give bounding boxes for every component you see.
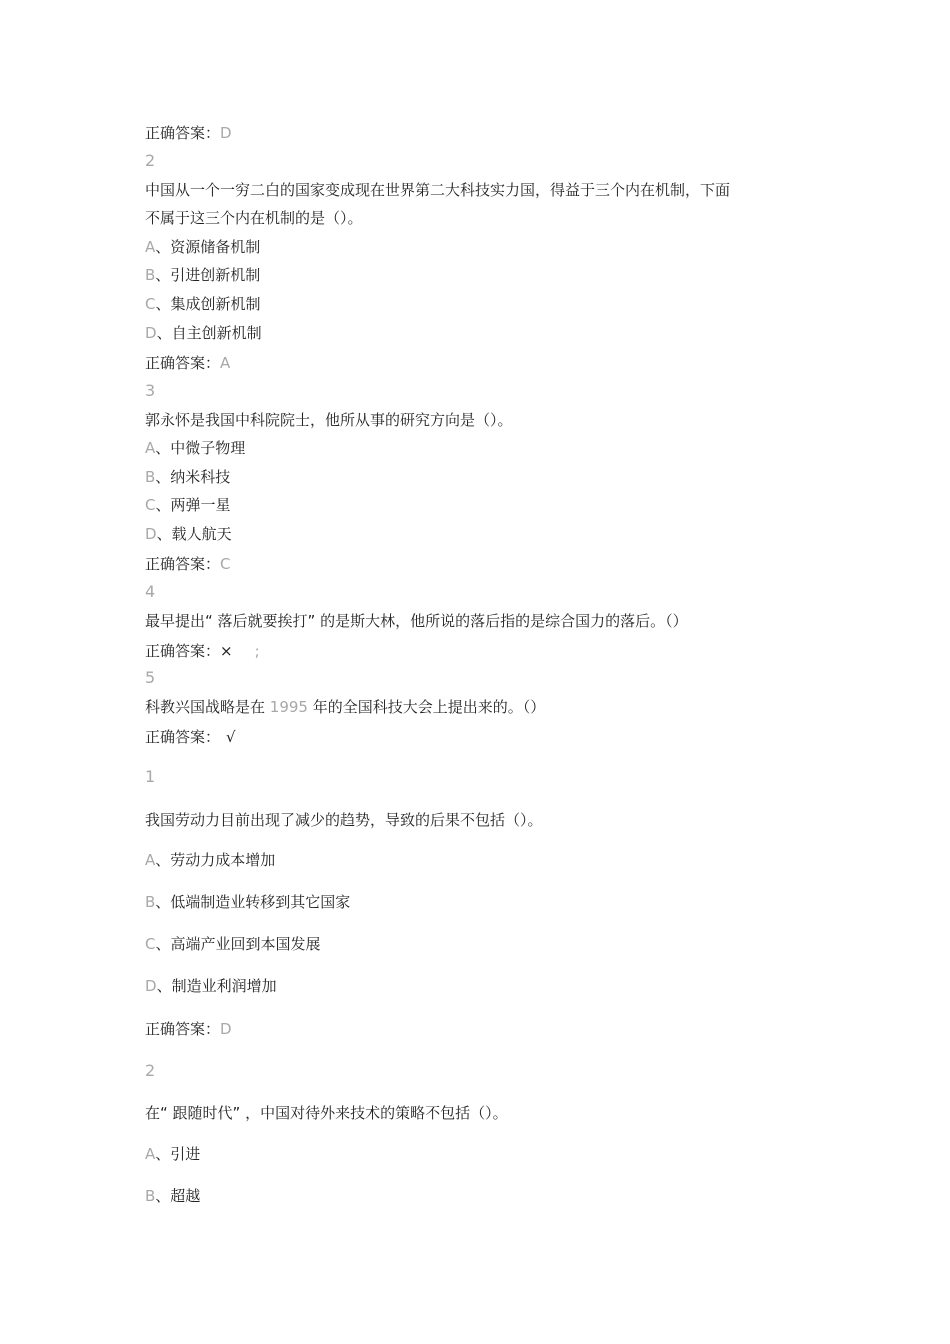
option-b <box>145 265 260 285</box>
option-text: 、自主创新机制 <box>156 324 262 342</box>
question-stem: 我国劳动力目前出现了减少的趋势，导致的后果不包括（）。 <box>145 811 543 829</box>
option-letter: C <box>145 295 156 313</box>
answer-value: × <box>220 642 233 660</box>
option-text: 、集成创新机制 <box>155 295 261 313</box>
option-c <box>145 294 261 314</box>
option-a <box>145 237 260 257</box>
option-letter: C <box>145 935 156 953</box>
option-letter: D <box>145 324 157 342</box>
option-letter: B <box>145 468 156 486</box>
option-text: 、劳动力成本增加 <box>155 851 276 869</box>
option-letter: A <box>145 439 156 457</box>
question-number: 3 <box>145 381 156 400</box>
question-number: 5 <box>145 668 156 687</box>
option-d <box>145 524 232 544</box>
question-number: 2 <box>145 1061 156 1080</box>
answer-line <box>145 554 231 574</box>
question-number: 4 <box>145 582 156 601</box>
option-a <box>145 438 245 458</box>
answer-label: 正确答案： <box>145 642 221 660</box>
option-text: 、超越 <box>155 1187 201 1205</box>
option-c <box>145 495 231 515</box>
answer-line <box>145 353 230 373</box>
option-letter: B <box>145 266 156 284</box>
option-text: 、两弹一星 <box>155 496 231 514</box>
option-b <box>145 1186 200 1206</box>
question-stem: 在“ 跟随时代” ，中国对待外来技术的策略不包括（）。 <box>145 1104 508 1122</box>
option-letter: C <box>145 496 156 514</box>
option-letter: D <box>145 525 157 543</box>
answer-line <box>145 641 260 661</box>
option-text: 、低端制造业转移到其它国家 <box>155 893 351 911</box>
option-letter: A <box>145 851 156 869</box>
answer-label: 正确答案： <box>145 728 221 746</box>
answer-label: 正确答案： <box>145 1020 221 1038</box>
option-b <box>145 892 350 912</box>
option-b <box>145 467 230 487</box>
option-letter: A <box>145 238 156 256</box>
question-stem <box>145 697 545 717</box>
option-letter: A <box>145 1145 156 1163</box>
answer-value: √ <box>226 728 236 746</box>
answer-value: A <box>220 354 231 372</box>
option-text: 、资源储备机制 <box>155 238 261 256</box>
question-stem-line2: 不属于这三个内在机制的是（）。 <box>145 209 363 227</box>
option-d <box>145 976 277 996</box>
answer-value: D <box>220 1020 232 1038</box>
answer-value: D <box>220 124 232 142</box>
answer-line <box>145 123 232 143</box>
question-stem: 郭永怀是我国中科院院士，他所从事的研究方向是（）。 <box>145 411 513 429</box>
answer-label: 正确答案： <box>145 555 221 573</box>
option-text: 、引进创新机制 <box>155 266 261 284</box>
answer-line <box>145 1019 232 1039</box>
question-stem: 最早提出“ 落后就要挨打” 的是斯大林，他所说的落后指的是综合国力的落后。（） <box>145 612 688 630</box>
stem-year: 1995 <box>269 698 308 716</box>
answer-suffix: ; <box>254 642 260 660</box>
answer-value: C <box>220 555 231 573</box>
question-number: 2 <box>145 151 156 170</box>
option-letter: D <box>145 977 157 995</box>
option-d <box>145 323 262 343</box>
option-text: 、中微子物理 <box>155 439 246 457</box>
option-text: 、制造业利润增加 <box>156 977 277 995</box>
option-text: 、载人航天 <box>156 525 232 543</box>
option-letter: B <box>145 893 156 911</box>
option-a <box>145 1144 200 1164</box>
answer-line <box>145 727 236 747</box>
answer-label: 正确答案： <box>145 124 221 142</box>
answer-label: 正确答案： <box>145 354 221 372</box>
option-a <box>145 850 275 870</box>
option-text: 、高端产业回到本国发展 <box>155 935 321 953</box>
question-stem-line1: 中国从一个一穷二白的国家变成现在世界第二大科技实力国，得益于三个内在机制，下面 <box>145 181 731 199</box>
option-letter: B <box>145 1187 156 1205</box>
stem-text: 年的全国科技大会上提出来的。（） <box>307 698 546 716</box>
stem-text: 科教兴国战略是在 <box>145 698 270 716</box>
option-text: 、纳米科技 <box>155 468 231 486</box>
option-text: 、引进 <box>155 1145 201 1163</box>
option-c <box>145 934 321 954</box>
question-number: 1 <box>145 767 156 786</box>
